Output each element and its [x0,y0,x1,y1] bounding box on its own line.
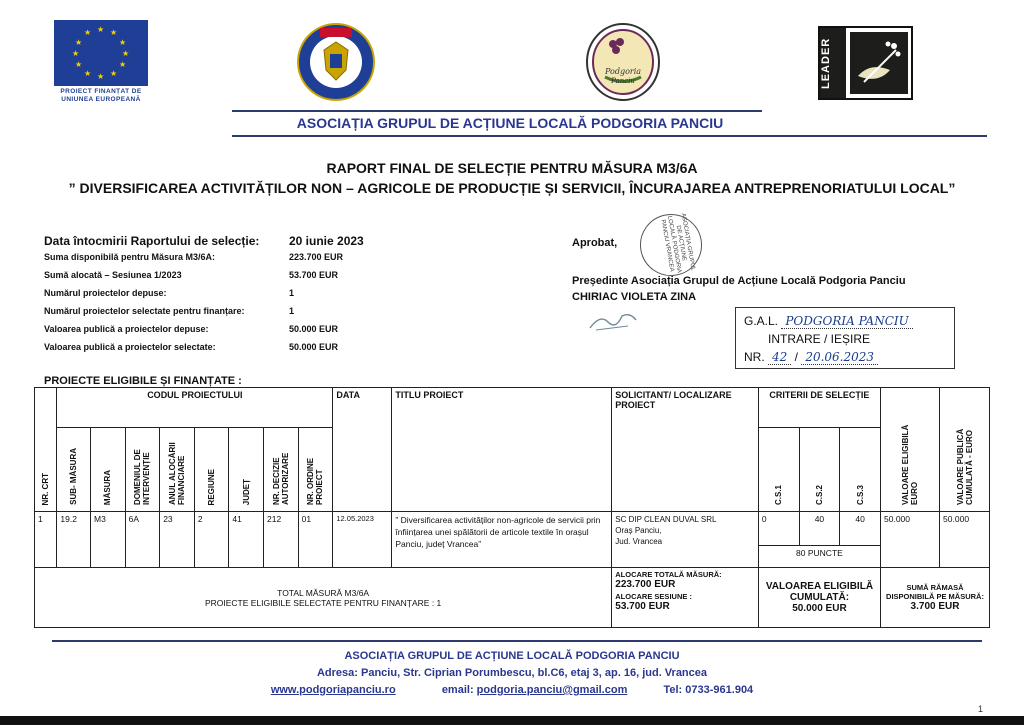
cell-cs2: 40 [799,512,840,546]
info-value: 223.700 EUR [289,252,344,262]
th-titlu: TITLU PROIECT [392,388,612,512]
in-out-label: INTRARE / IEȘIRE [768,332,871,346]
alocare-totala-label: ALOCARE TOTALĂ MĂSURĂ: [615,570,722,579]
report-date-value: 20 iunie 2023 [289,234,364,248]
scan-edge [0,716,1024,725]
report-title-line2: ” DIVERSIFICAREA ACTIVITĂȚILOR NON – AGRICOLE DE PRODUCȚIE ȘI SERVICII, ÎNCURAJAREA ANTREPRENORIATULUI LOCAL” [68,180,956,196]
cell-valoare-eligibila: 50.000 [881,512,940,568]
website-link[interactable]: www.podgoriapanciu.ro [270,684,396,696]
suma-ramasa-value: 3.700 EUR [910,601,960,612]
svg-text:Podgoria: Podgoria [604,67,642,76]
ministry-seal-logo [296,22,376,102]
phone: Tel: 0733-961.904 [663,684,754,696]
info-value: 1 [289,306,295,316]
nr-label: NR. [744,350,765,364]
president-line: Președinte Asociația Grupul de Acțiune Locală Podgoria Panciu [572,275,906,287]
info-value: 1 [289,288,295,298]
total-line1: TOTAL MĂSURĂ M3/6A [277,587,370,598]
eu-flag-logo: ★ ★ ★ ★ ★ ★ ★ ★ ★ ★ ★ ★ [54,20,148,86]
header-rule-bottom [232,135,987,137]
th-criterii: CRITERII DE SELECȚIE [758,388,880,428]
cell-cs1: 0 [758,512,799,546]
leader-logo [818,26,913,100]
total-line2: PROIECTE ELIGIBILE SELECTATE PENTRU FINANȚARE : 1 [204,597,442,608]
footer-rule [52,640,982,642]
page-number: 1 [978,704,984,714]
totals-row [35,568,990,628]
date-handwritten: 20.06.2023 [801,350,878,365]
suma-ramasa-cell [881,568,990,628]
info-label: Sumă alocată – Sesiunea 1/2023 [44,270,182,280]
th-nr-ordine: NR. ORDINE PROIECT [298,428,333,512]
info-label: Valoarea publică a proiectelor depuse: [44,324,209,334]
report-date-label: Data întocmirii Raportului de selecție: [44,234,260,248]
solicitant-loc2: Jud. Vrancea [615,537,663,546]
cell-data: 12.05.2023 [333,512,392,568]
info-value: 53.700 EUR [289,270,339,280]
info-value: 50.000 EUR [289,342,339,352]
leader-label: LEADER [820,28,846,98]
leader-mark-icon [850,32,908,94]
cell-nr-decizie: 212 [264,512,299,568]
suma-ramasa-label: SUMĂ RĂMASĂ DISPONIBILĂ PE MĂSURĂ: [886,583,984,601]
th-cs3: C.S.3 [840,428,881,512]
alocare-totala-value: 223.700 EUR [615,579,676,590]
projects-table [34,387,990,628]
cell-titlu: ” Diversificarea activităților non-agricole de servicii prin înființarea unei spălătorii de articole textile în orașul Panciu, județ Vrancea” [392,512,612,568]
association-title: ASOCIAȚIA GRUPUL DE ACȚIUNE LOCALĂ PODGORIA PANCIU [296,115,724,131]
th-solicitant: SOLICITANT/ LOCALIZARE PROIECT [612,388,759,512]
signature [588,308,638,337]
gal-handwritten: PODGORIA PANCIU [781,314,912,329]
alocare-sesiune-label: ALOCARE SESIUNE : [615,592,692,601]
info-label: Suma disponibilă pentru Măsura M3/6A: [44,252,216,262]
cell-regiune: 2 [194,512,229,568]
cell-domeniu: 6A [125,512,160,568]
footer-contact [0,684,1024,696]
cell-solicitant [612,512,759,568]
table-row [35,512,990,546]
cell-masura: M3 [90,512,125,568]
th-valoare-publica: VALOARE PUBLICĂ CUMULATĂ - EURO [940,388,990,512]
th-nr-crt: NR. CRT [35,388,57,512]
nr-separator: / [794,350,798,364]
cell-sub-masura: 19.2 [57,512,91,568]
info-label: Numărul proiectelor depuse: [44,288,167,298]
th-cs1: C.S.1 [758,428,799,512]
th-nr-decizie: NR. DECIZIE AUTORIZARE [264,428,299,512]
cell-puncte: 80 PUNCTE [758,546,880,568]
gal-podgoria-logo [585,22,661,102]
cell-valoare-publica: 50.000 [940,512,990,568]
approved-label: Aprobat, [572,237,618,249]
total-cell [35,568,612,628]
solicitant-loc1: Oraș Panciu, [615,526,662,535]
valoare-cumulata-label: VALOAREA ELIGIBILĂ CUMULATĂ: [765,581,874,603]
alocare-sesiune-value: 53.700 EUR [615,601,670,612]
alocare-cell [612,568,759,628]
footer-assoc: ASOCIAȚIA GRUPUL DE ACȚIUNE LOCALĂ PODGORIA PANCIU [344,650,680,662]
cell-judet: 41 [229,512,264,568]
cell-cs3: 40 [840,512,881,546]
cell-anul: 23 [160,512,195,568]
th-cod-proiect: CODUL PROIECTULUI [57,388,333,428]
footer-address: Adresa: Panciu, Str. Ciprian Porumbescu, bl.C6, etaj 3, ap. 16, jud. Vrancea [316,667,708,679]
gal-label: G.A.L. [744,314,779,328]
th-masura: MĂSURA [90,428,125,512]
th-regiune: REGIUNE [194,428,229,512]
th-anul: ANUL ALOCĂRII FINANCIARE [160,428,195,512]
email-label: email: [441,684,474,696]
section-title: PROIECTE ELIGIBILE ȘI FINANȚATE : [44,375,242,387]
header-rule-top [232,110,762,112]
th-judet: JUDEȚ [229,428,264,512]
association-stamp: ASOCIAȚIA GRUPUL DE ACȚIUNE LOCALĂ PODGORIA PANCIU VRANCEA [635,209,707,281]
valoare-cumulata-value: 50.000 EUR [792,603,847,614]
nr-handwritten: 42 [768,350,791,365]
cell-nr-ordine: 01 [298,512,333,568]
th-data: DATA [333,388,392,512]
th-domeniu: DOMENIUL DE INTERVENȚIE [125,428,160,512]
info-value: 50.000 EUR [289,324,339,334]
th-sub-masura: SUB- MĂSURA [57,428,91,512]
info-label: Valoarea publică a proiectelor selectate: [44,342,216,352]
valoare-cumulata-cell [758,568,880,628]
th-cs2: C.S.2 [799,428,840,512]
email-link[interactable]: podgoria.panciu@gmail.com [476,684,628,696]
president-name: CHIRIAC VIOLETA ZINA [572,291,697,303]
eu-caption: PROIECT FINANȚAT DE UNIUNEA EUROPEANĂ [60,88,142,103]
solicitant-name: SC DIP CLEAN DUVAL SRL [615,515,717,524]
registry-box [735,307,955,369]
info-label: Numărul proiectelor selectate pentru finanțare: [44,306,245,316]
th-valoare-eligibila: VALOARE ELIGIBILĂ EURO [881,388,940,512]
cell-nr-crt: 1 [35,512,57,568]
report-title-line1: RAPORT FINAL DE SELECȚIE PENTRU MĂSURA M3/6A [326,160,698,176]
svg-text:Panciu: Panciu [611,77,635,85]
